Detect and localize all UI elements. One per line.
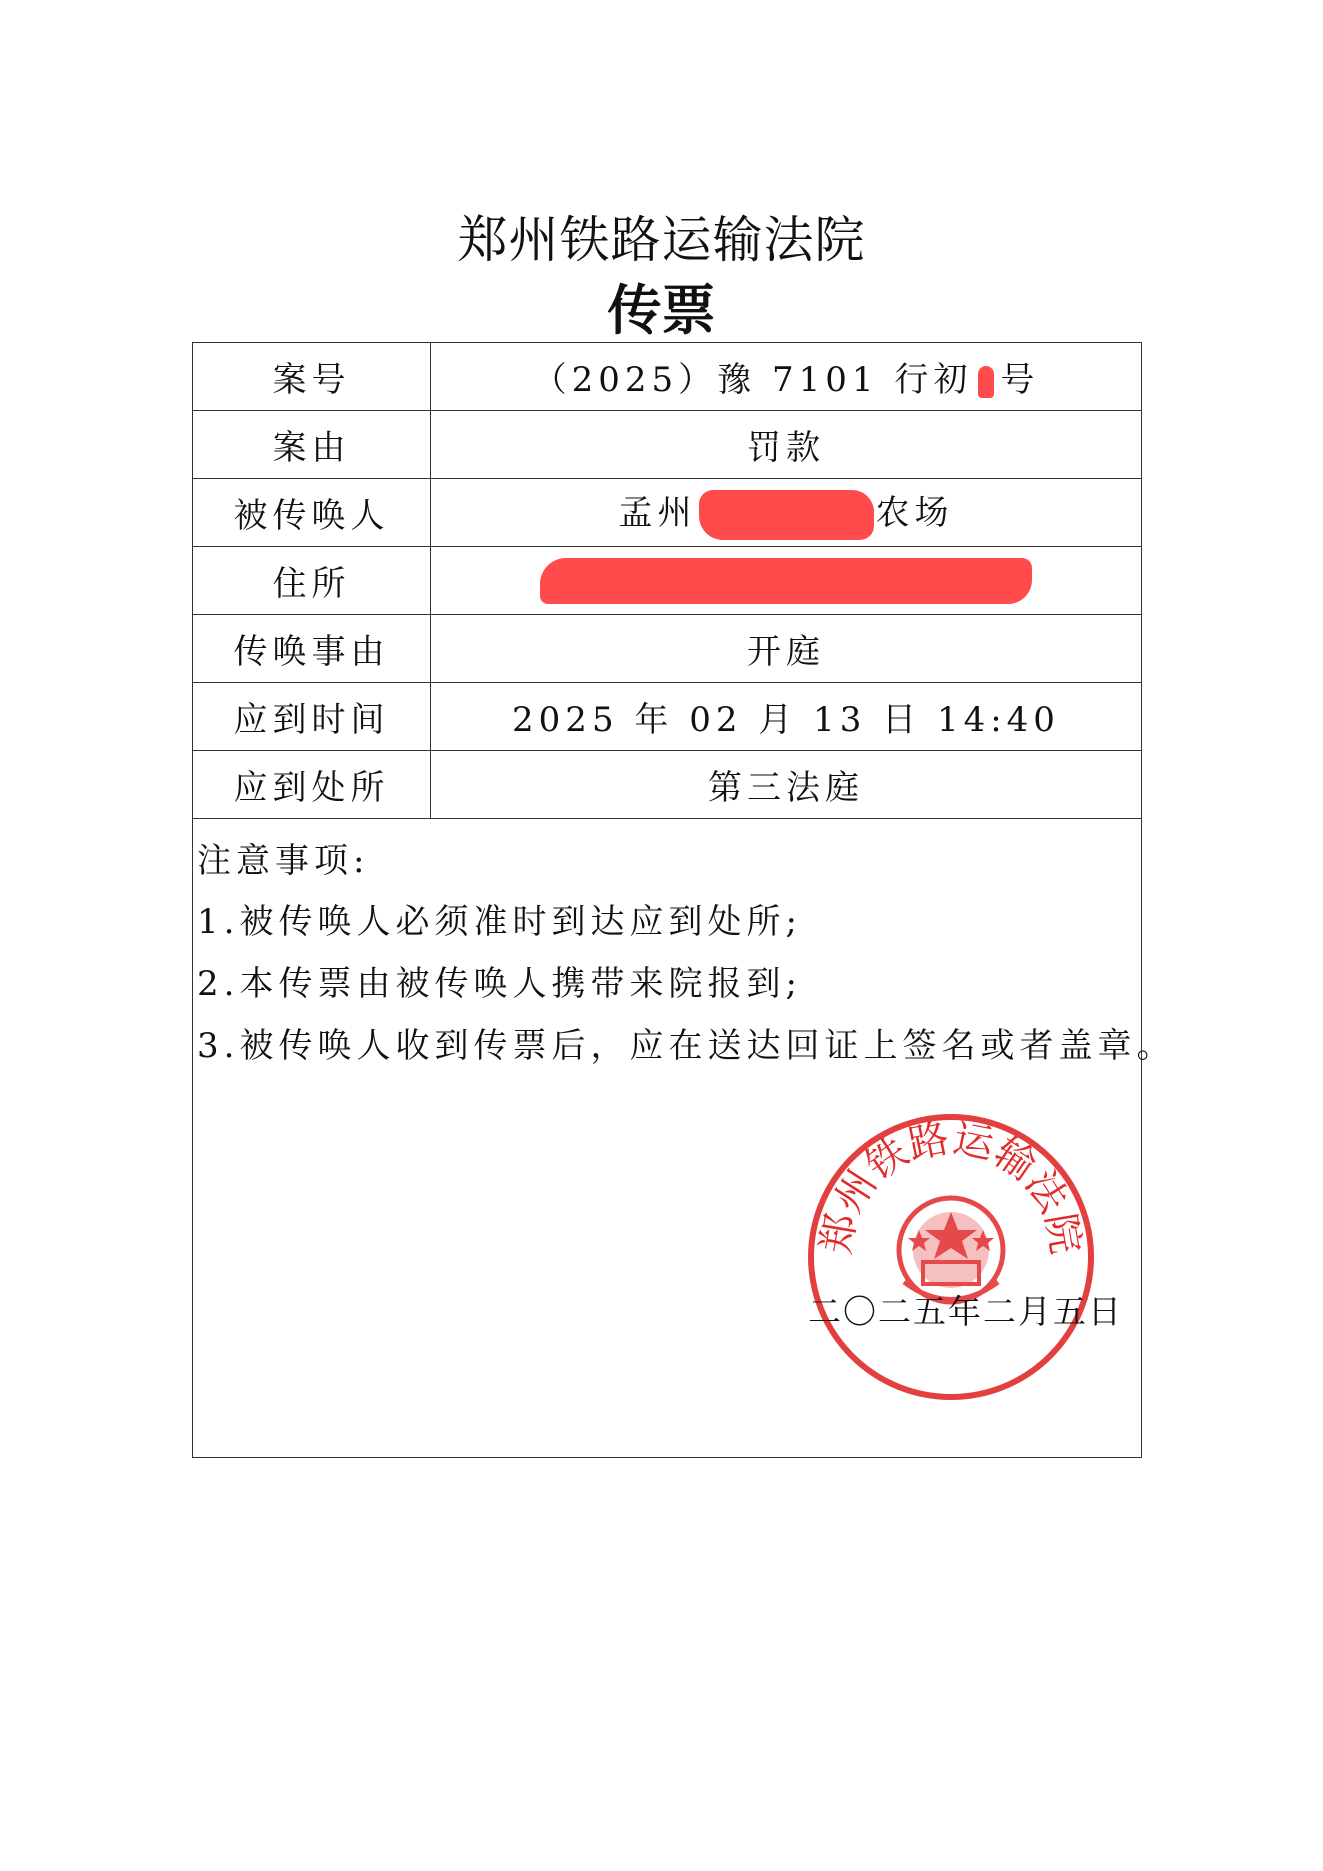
address-value: [431, 547, 1142, 615]
summoned-party-value: [431, 479, 1142, 547]
case-number-prefix: （2025）豫 7101 行初: [532, 360, 973, 400]
notes-title: 注意事项:: [197, 841, 370, 881]
case-number-suffix: 号: [1000, 360, 1040, 400]
notes-list: [197, 897, 1175, 1083]
table-row: [193, 547, 1142, 615]
redaction-mark: [540, 558, 1032, 604]
summoned-party-prefix: 孟州: [618, 493, 697, 533]
summoned-party-label: 被传唤人: [193, 479, 431, 547]
summons-reason-label: 传唤事由: [193, 615, 431, 683]
summoned-party-suffix: 农场: [875, 493, 954, 533]
issue-date: 二〇二五年二月五日: [808, 1292, 1123, 1331]
case-number-label: 案号: [193, 343, 431, 411]
table-row: [193, 411, 1142, 479]
redaction-mark: [699, 490, 874, 540]
summons-reason-value: 开庭: [431, 615, 1142, 683]
cause-label: 案由: [193, 411, 431, 479]
list-item: 1.被传唤人必须准时到达应到处所;: [197, 902, 802, 942]
appearance-place-value: 第三法庭: [431, 751, 1142, 819]
table-row: [193, 343, 1142, 411]
case-number-value: [431, 343, 1142, 411]
table-row: [193, 615, 1142, 683]
document-title: 传票: [607, 278, 716, 342]
table-row: [193, 751, 1142, 819]
table-row: [193, 479, 1142, 547]
list-item: 3.被传唤人收到传票后，应在送达回证上签名或者盖章。: [197, 1026, 1176, 1066]
redaction-mark: [978, 366, 994, 398]
list-item: 2.本传票由被传唤人携带来院报到;: [197, 964, 802, 1004]
seal-text: 郑州铁路运输法院: [813, 1115, 1089, 1258]
appearance-place-label: 应到处所: [193, 751, 431, 819]
cause-value: 罚款: [431, 411, 1142, 479]
address-label: 住所: [193, 547, 431, 615]
appearance-time-value: 2025 年 02 月 13 日 14:40: [431, 683, 1142, 751]
court-seal-icon: [806, 1112, 1096, 1402]
table-row: [193, 683, 1142, 751]
national-emblem-icon: [899, 1198, 1003, 1302]
court-name: 郑州铁路运输法院: [457, 211, 866, 269]
appearance-time-label: 应到时间: [193, 683, 431, 751]
